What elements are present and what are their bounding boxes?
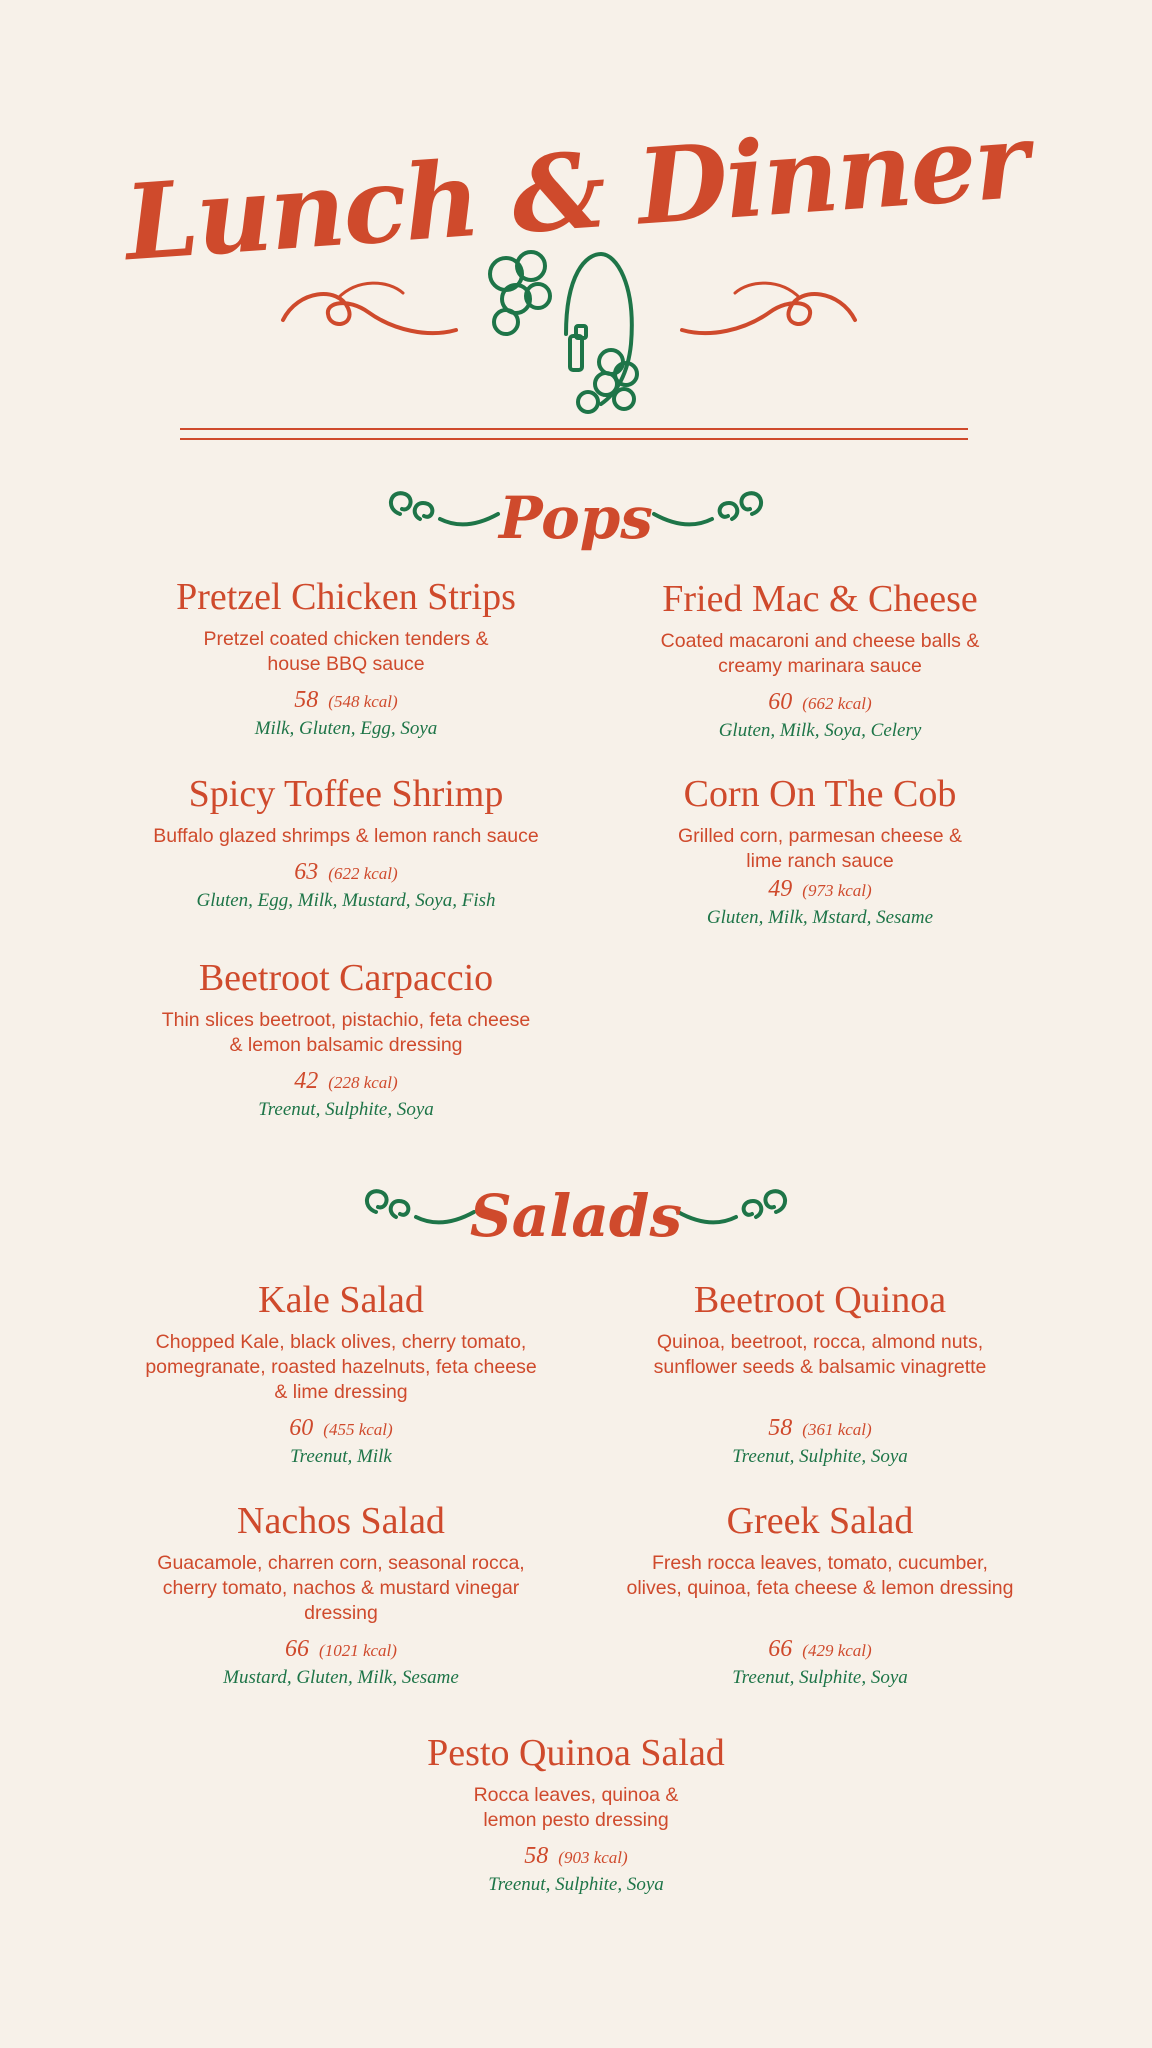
item-description: dressing	[304, 1602, 378, 1624]
menu-item	[590, 1499, 1050, 1691]
item-kcal: (1021 kcal)	[319, 1641, 397, 1660]
section-title-pops: Pops	[499, 484, 653, 552]
swirl-ornament-icon	[680, 268, 860, 348]
item-price: 60	[768, 689, 793, 715]
item-price: 42	[294, 1068, 319, 1094]
item-name: Fried Mac & Cheese	[662, 578, 978, 620]
menu-item	[86, 575, 606, 742]
item-description: olives, quinoa, feta cheese & lemon dressing	[626, 1577, 1014, 1599]
item-kcal: (973 kcal)	[802, 881, 872, 900]
item-allergens: Treenut, Sulphite, Soya	[732, 1446, 908, 1467]
item-description: pomegranate, roasted hazelnuts, feta cheese	[145, 1356, 537, 1378]
item-description: Grilled corn, parmesan cheese &	[678, 825, 962, 847]
item-description: creamy marinara sauce	[718, 655, 922, 677]
flower-vase-icon	[476, 244, 676, 414]
item-description: Guacamole, charren corn, seasonal rocca,	[157, 1552, 525, 1574]
item-price: 66	[285, 1636, 310, 1662]
item-allergens: Gluten, Egg, Milk, Mustard, Soya, Fish	[196, 890, 496, 911]
item-allergens: Gluten, Milk, Mstard, Sesame	[706, 907, 934, 928]
item-kcal: (622 kcal)	[328, 864, 398, 883]
item-description: cherry tomato, nachos & mustard vinegar	[162, 1577, 520, 1599]
menu-item	[590, 772, 1050, 931]
item-kcal: (662 kcal)	[802, 694, 872, 713]
menu-item	[86, 1499, 596, 1691]
menu-item	[326, 1731, 826, 1898]
item-allergens: Mustard, Gluten, Milk, Sesame	[223, 1667, 459, 1688]
item-name: Greek Salad	[726, 1500, 914, 1542]
item-description: Coated macaroni and cheese balls &	[660, 630, 980, 652]
item-price: 60	[289, 1415, 314, 1441]
swirl-ornament-icon	[278, 268, 458, 348]
item-allergens: Treenut, Milk	[290, 1446, 392, 1467]
double-rule-divider	[180, 428, 968, 440]
item-price: 63	[294, 859, 319, 885]
menu-item	[590, 1278, 1050, 1470]
item-allergens: Treenut, Sulphite, Soya	[732, 1667, 908, 1688]
item-description: lime ranch sauce	[746, 850, 894, 872]
item-name: Kale Salad	[258, 1279, 424, 1321]
item-price: 49	[768, 876, 793, 902]
menu-item	[86, 772, 606, 914]
item-kcal: (548 kcal)	[328, 692, 398, 711]
item-description: house BBQ sauce	[267, 653, 425, 675]
item-description: & lemon balsamic dressing	[229, 1034, 463, 1056]
item-name: Pesto Quinoa Salad	[427, 1732, 725, 1774]
section-title-salads: Salads	[469, 1182, 683, 1250]
item-kcal: (361 kcal)	[802, 1420, 872, 1439]
item-description: Chopped Kale, black olives, cherry tomato,	[155, 1331, 527, 1353]
item-name: Corn On The Cob	[683, 773, 957, 815]
item-name: Pretzel Chicken Strips	[176, 576, 516, 618]
menu-item	[86, 1278, 596, 1470]
item-description: Quinoa, beetroot, rocca, almond nuts,	[656, 1331, 984, 1353]
item-description: Buffalo glazed shrimps & lemon ranch sauce	[153, 825, 539, 847]
item-kcal: (228 kcal)	[328, 1073, 398, 1092]
item-description: sunflower seeds & balsamic vinagrette	[653, 1356, 987, 1378]
menu-item	[590, 577, 1050, 744]
item-description: Thin slices beetroot, pistachio, feta cheese	[161, 1009, 531, 1031]
item-name: Beetroot Carpaccio	[198, 957, 494, 999]
item-price: 58	[524, 1843, 549, 1869]
item-description: Rocca leaves, quinoa &	[473, 1784, 679, 1806]
item-allergens: Treenut, Sulphite, Soya	[258, 1099, 434, 1120]
item-description: lemon pesto dressing	[483, 1809, 669, 1831]
item-description: Fresh rocca leaves, tomato, cucumber,	[652, 1552, 988, 1574]
page-title: Lunch & Dinner	[121, 98, 1031, 285]
item-kcal: (903 kcal)	[558, 1848, 628, 1867]
item-description: Pretzel coated chicken tenders &	[203, 628, 489, 650]
item-name: Beetroot Quinoa	[693, 1279, 947, 1321]
item-price: 58	[768, 1415, 793, 1441]
menu-item	[86, 956, 606, 1123]
item-kcal: (455 kcal)	[323, 1420, 393, 1439]
item-name: Spicy Toffee Shrimp	[188, 773, 504, 815]
item-price: 66	[768, 1636, 793, 1662]
item-allergens: Milk, Gluten, Egg, Soya	[254, 718, 438, 739]
item-kcal: (429 kcal)	[802, 1641, 872, 1660]
item-allergens: Gluten, Milk, Soya, Celery	[718, 720, 922, 741]
item-price: 58	[294, 687, 319, 713]
item-description: & lime dressing	[274, 1381, 408, 1403]
item-name: Nachos Salad	[237, 1500, 445, 1542]
item-allergens: Treenut, Sulphite, Soya	[488, 1874, 664, 1895]
